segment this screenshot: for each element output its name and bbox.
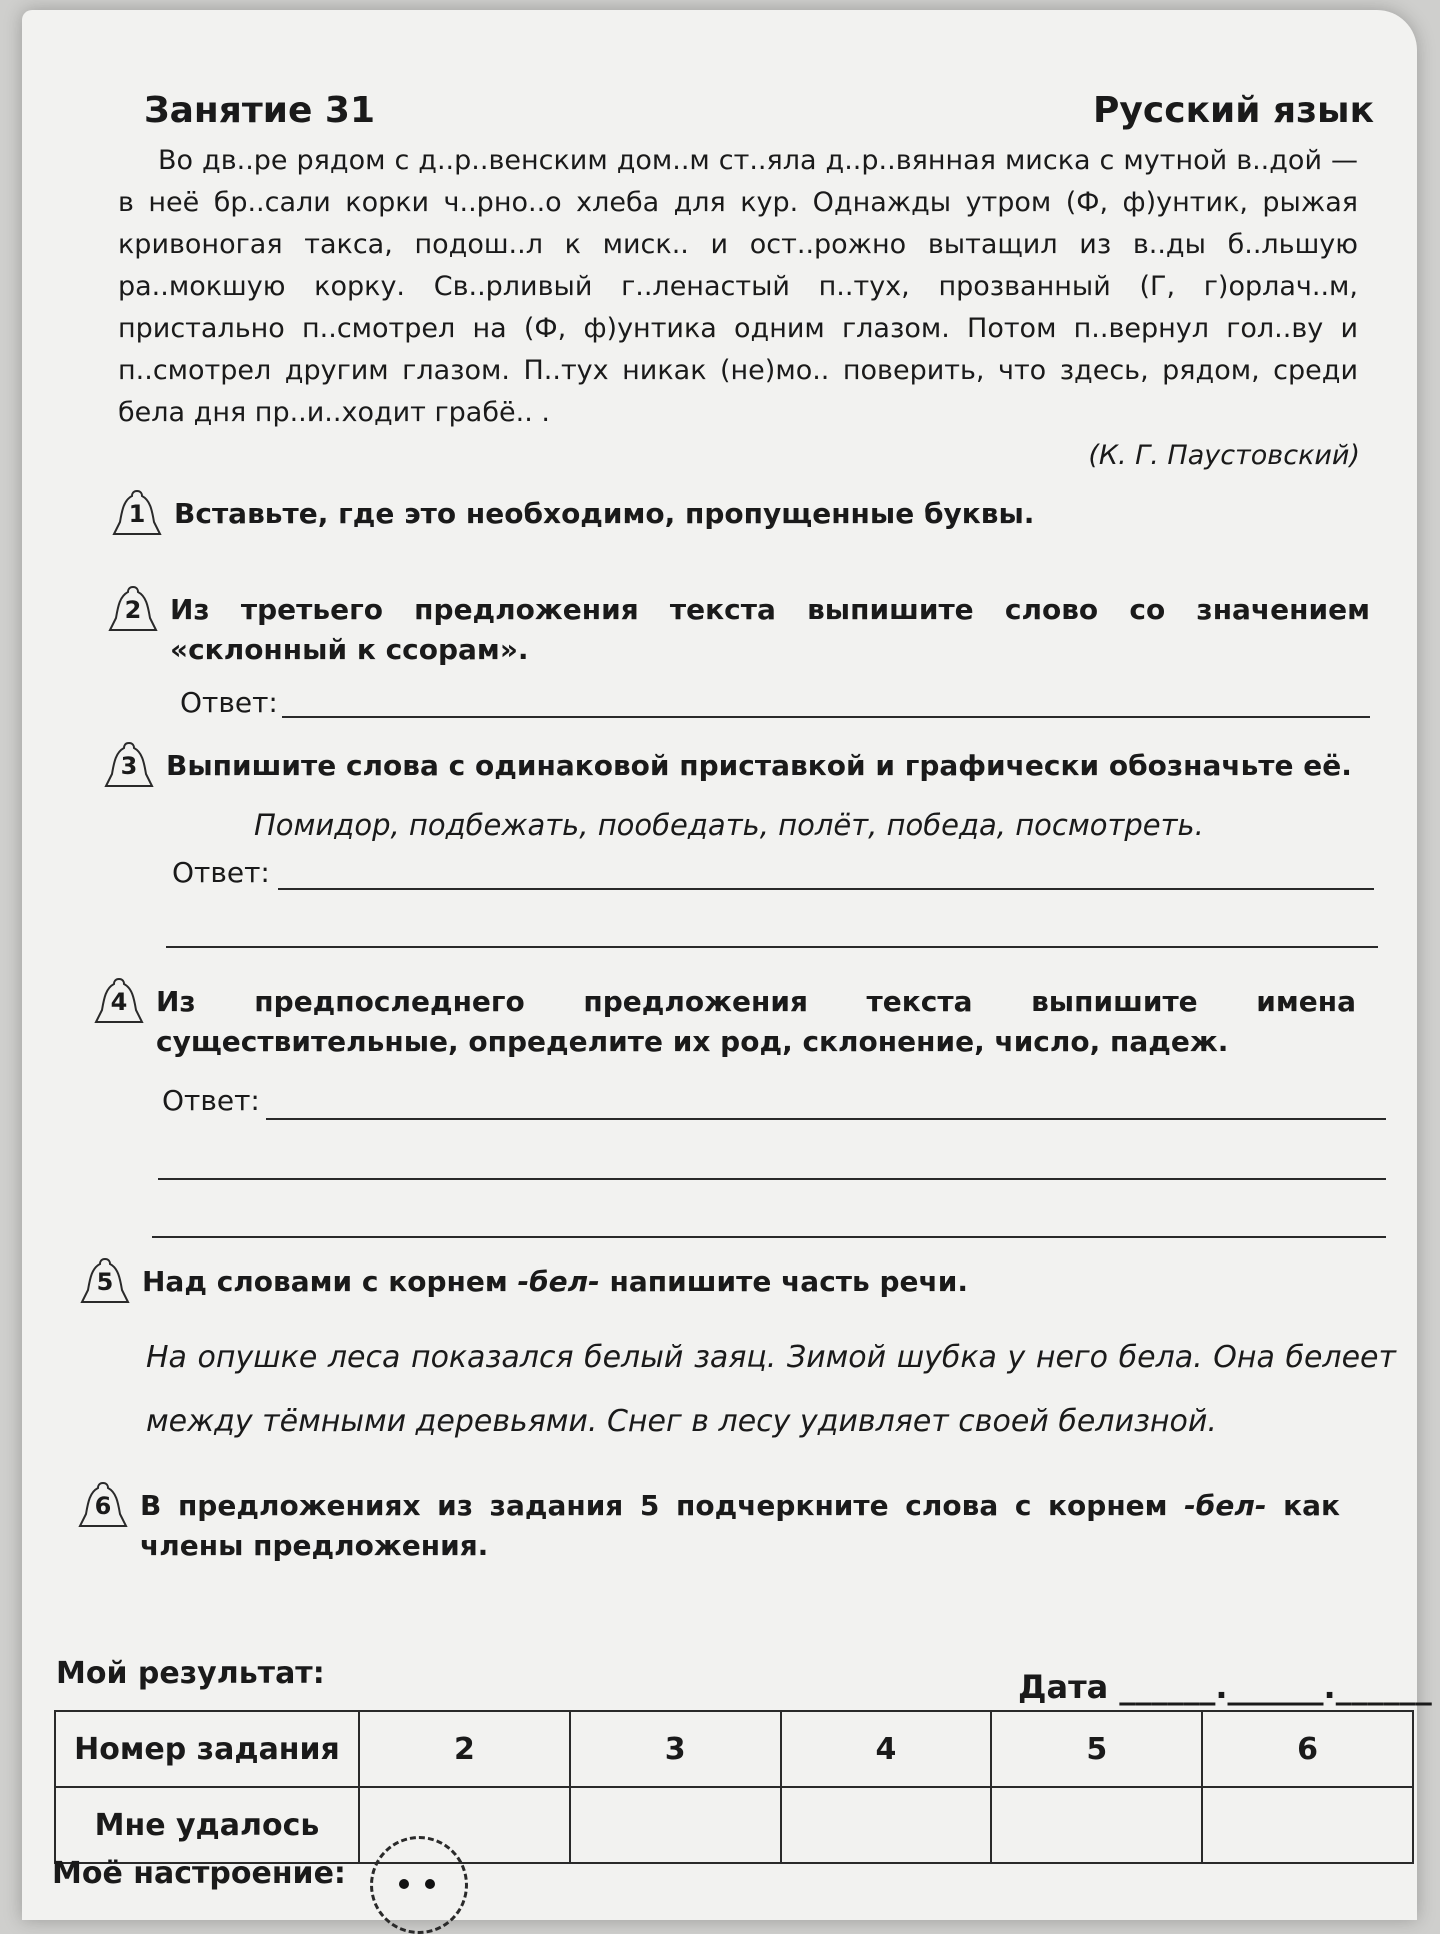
bell-icon — [104, 740, 154, 792]
answer-line — [166, 946, 1378, 948]
answer-line — [282, 716, 1370, 718]
mood-face-icon[interactable] — [370, 1836, 468, 1934]
answer-line — [278, 888, 1374, 890]
lesson-title: Занятие 31 — [144, 90, 375, 131]
table-row — [55, 1711, 1413, 1787]
task-instruction: Выпишите слова с одинаковой приставкой и графически обозначьте её. — [166, 749, 1352, 782]
answer-line — [152, 1236, 1386, 1238]
reading-text — [118, 140, 1358, 434]
result-cell[interactable] — [991, 1787, 1202, 1863]
instruction-part: как члены предложения. — [140, 1489, 1340, 1562]
result-cell[interactable] — [1202, 1787, 1413, 1863]
instruction-part: В предложениях из задания 5 подчеркните слова с корнем — [140, 1489, 1185, 1522]
results-table — [54, 1710, 1414, 1864]
root-morpheme: -бел- — [517, 1265, 600, 1298]
word-list: Помидор, подбежать, пообедать, полёт, победа, посмотреть. — [254, 808, 1204, 842]
subject-title: Русский язык — [1093, 90, 1374, 131]
task-number-cell: 4 — [781, 1711, 992, 1787]
instruction-part: напишите часть речи. — [599, 1265, 968, 1298]
task-instruction — [142, 1262, 1342, 1302]
task-number: 2 — [124, 596, 142, 624]
task-instruction — [140, 1486, 1340, 1566]
row-header: Мне удалось — [55, 1787, 359, 1863]
eye-icon — [425, 1879, 435, 1889]
bell-icon — [94, 976, 144, 1028]
task-instruction: Вставьте, где это необходимо, пропущенные буквы. — [174, 497, 1035, 530]
eye-icon — [399, 1879, 409, 1889]
task-number: 6 — [94, 1492, 112, 1520]
task-number: 1 — [128, 500, 146, 528]
date-field[interactable]: Дата ______.______.______ — [1018, 1668, 1432, 1706]
task-5-sentences: На опушке леса показался белый заяц. Зимой шубка у него бела. Она белеет между тёмными деревьями. Снег в лесу удивляет своей белизной. — [146, 1340, 1396, 1439]
task-instruction: Из предпоследнего предложения текста выпишите имена существительные, определите их род, склонение, число, падеж. — [156, 985, 1356, 1058]
task-number: 5 — [96, 1268, 114, 1296]
result-cell[interactable] — [570, 1787, 781, 1863]
task-number-cell: 5 — [991, 1711, 1202, 1787]
answer-label: Ответ: — [180, 686, 278, 719]
row-header: Номер задания — [55, 1711, 359, 1787]
answer-label: Ответ: — [162, 1084, 260, 1117]
root-morpheme: -бел- — [1184, 1489, 1267, 1522]
bell-icon — [112, 488, 162, 540]
instruction-part: Над словами с корнем — [142, 1265, 518, 1298]
task-instruction: Из третьего предложения текста выпишите слово со значением «склонный к ссорам». — [170, 593, 1370, 666]
bell-icon — [78, 1480, 128, 1532]
result-cell[interactable] — [781, 1787, 992, 1863]
bell-icon — [108, 584, 158, 636]
task-number-cell: 3 — [570, 1711, 781, 1787]
task-number: 3 — [120, 752, 138, 780]
task-number-cell: 2 — [359, 1711, 570, 1787]
result-label: Мой результат: — [56, 1656, 325, 1691]
mood-label: Моё настроение: — [52, 1856, 346, 1891]
task-number-cell: 6 — [1202, 1711, 1413, 1787]
text-author: (К. Г. Паустовский) — [1088, 440, 1360, 471]
answer-label: Ответ: — [172, 856, 270, 889]
answer-line — [266, 1118, 1386, 1120]
bell-icon — [80, 1256, 130, 1308]
text-body: Во дв..ре рядом с д..р..венским дом..м ст..яла д..р..вянная миска с мутной в..дой — в неё бр..сали корки ч..рно..о хлеба для кур. Однажды утром (Ф, ф)унтик, рыжая кривоногая такса, подош..л к миск.. и ост..рожно вытащил из в..ды б..льшую ра..мокшую корку. Св..рливый г..ленастый п..тух, прозванный (Г, г)орлач..м, пристально п..смотрел на (Ф, ф)унтика одним глазом. Потом п..вернул гол..ву и п..смотрел другим глазом. П..тух никак (не)мо.. поверить, что здесь, рядом, среди бела дня пр..и..ходит грабё.. . — [118, 145, 1358, 428]
task-number: 4 — [110, 988, 128, 1016]
answer-line — [158, 1178, 1386, 1180]
table-row — [55, 1787, 1413, 1863]
